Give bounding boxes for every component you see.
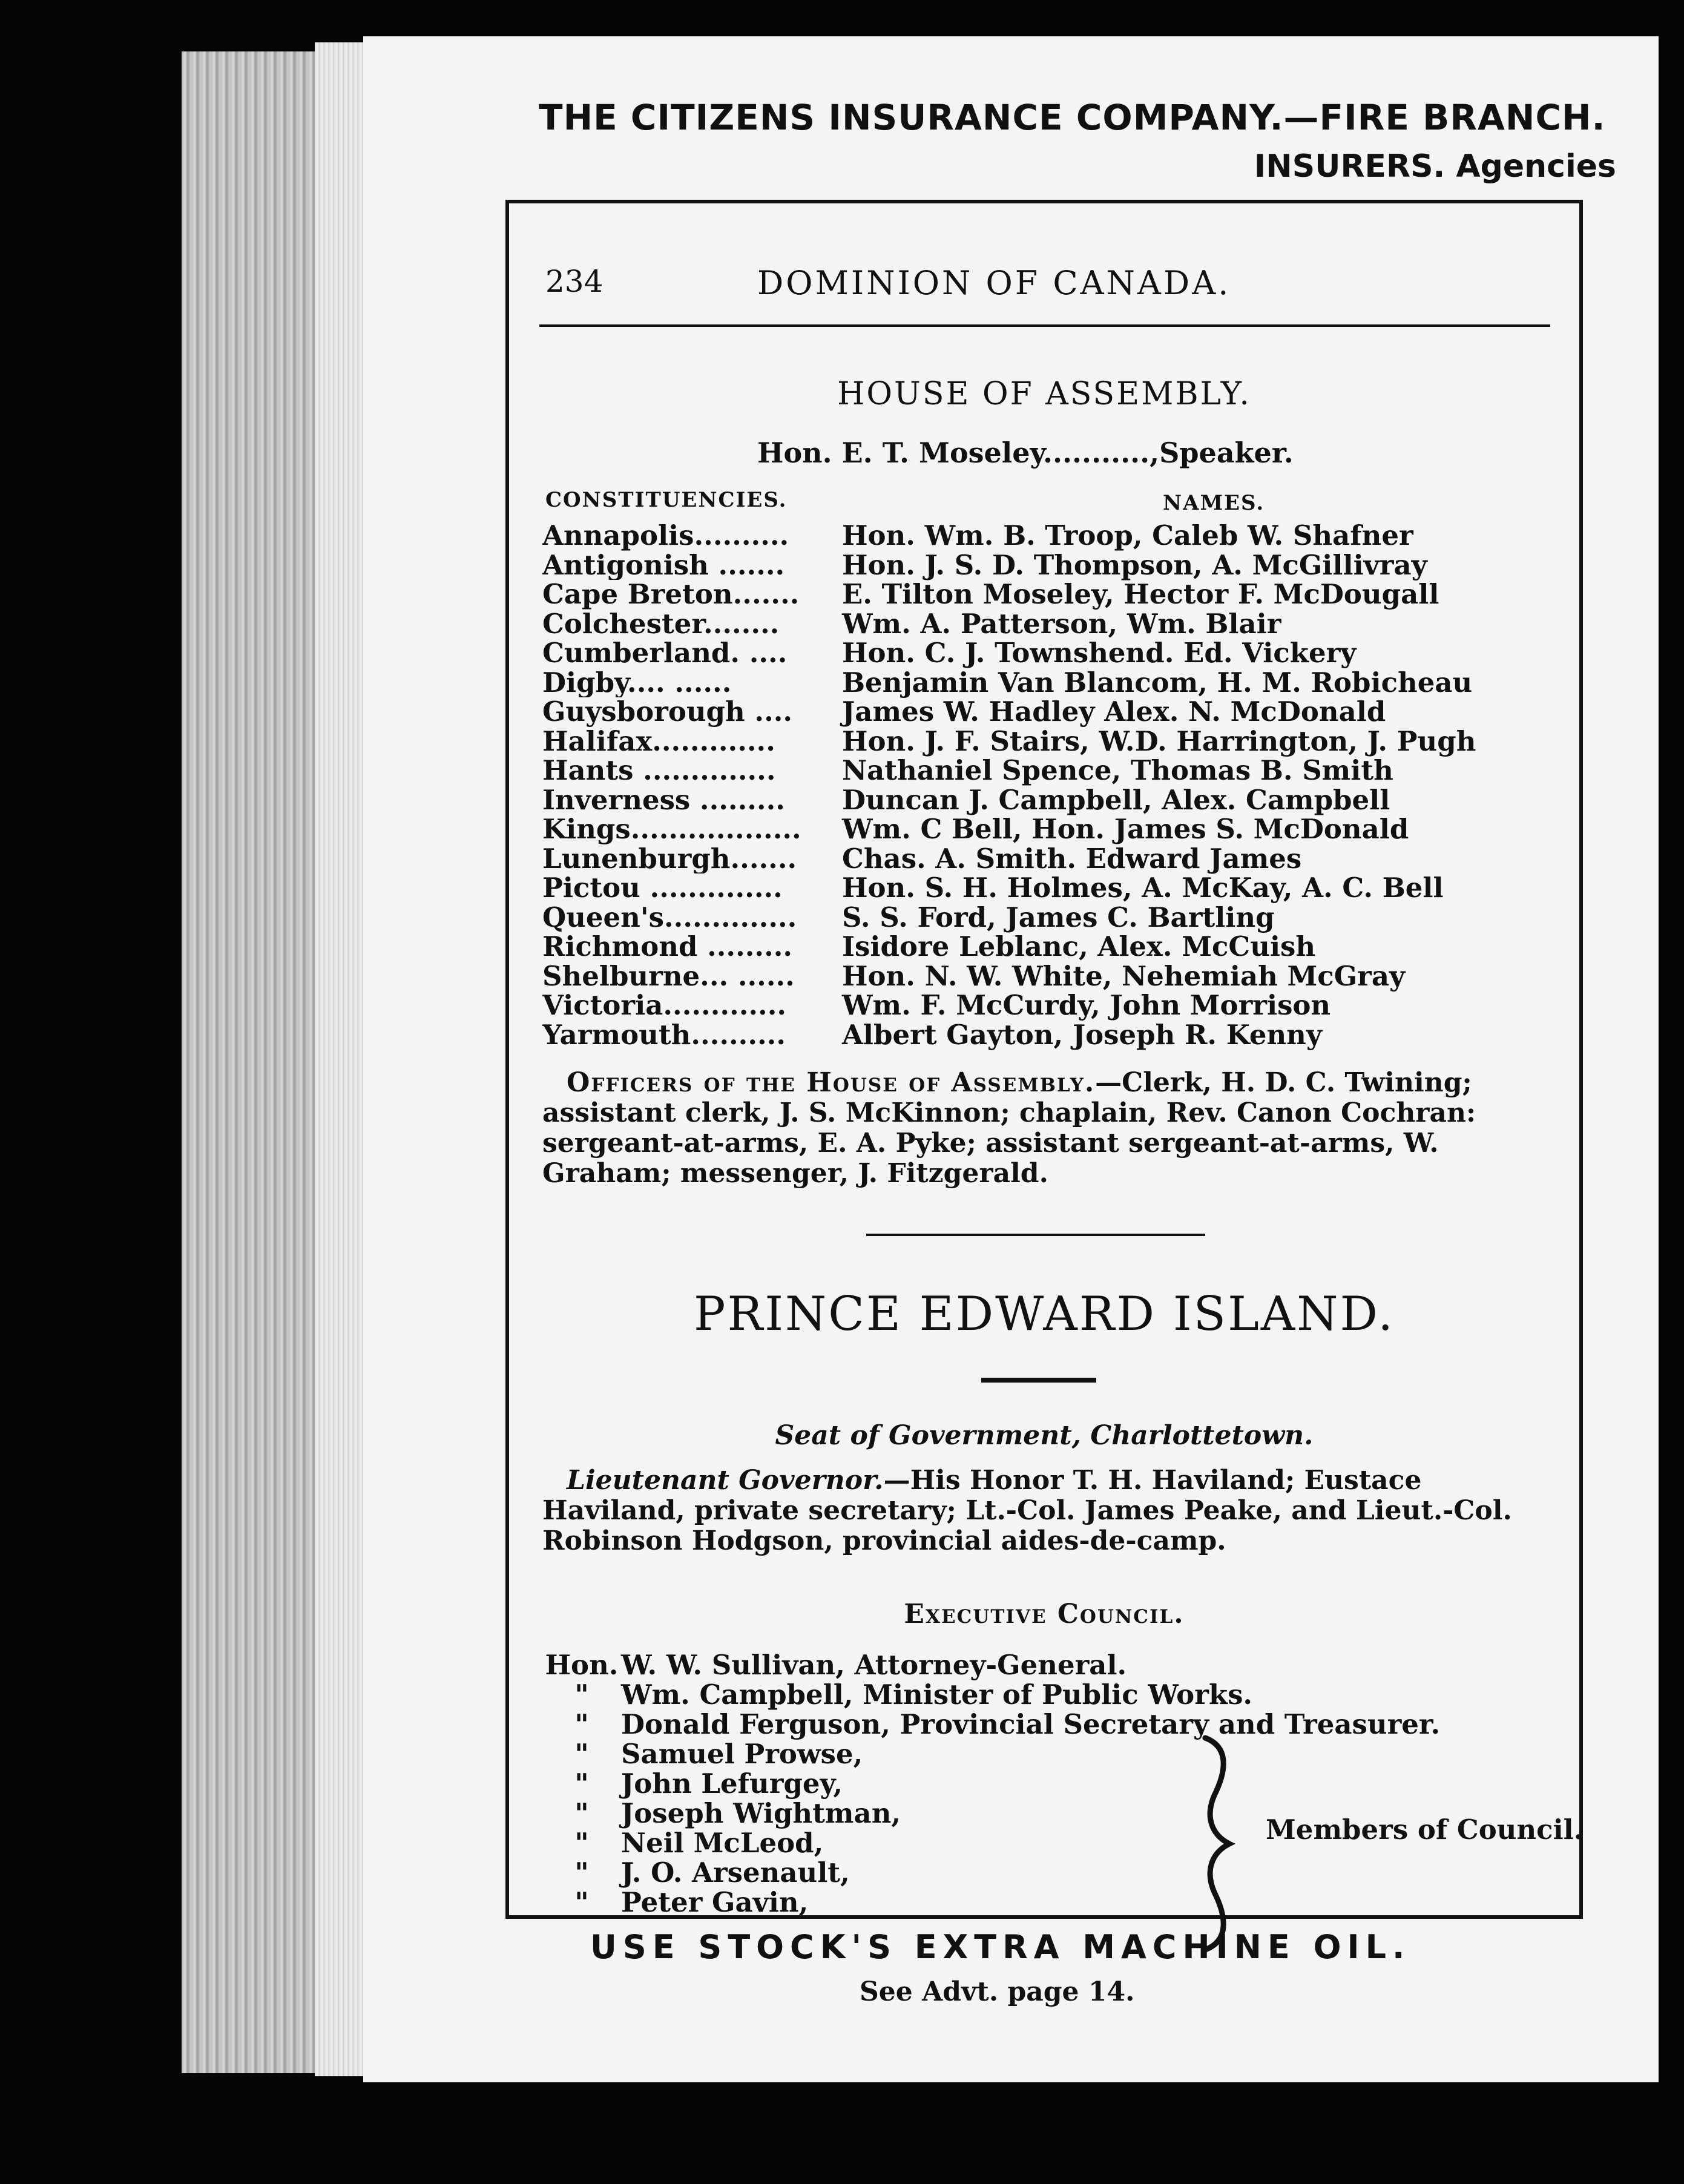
council-member-row [542,1709,1440,1739]
constituency-name: Halifax............. [542,726,775,756]
member-names: Hon. J. F. Stairs, W.D. Harrington, J. Pugh [842,725,1476,757]
book-page [363,36,1659,2082]
member-names: Albert Gayton, Joseph R. Kenny [842,1018,1323,1051]
council-member-name: John Lefurgey, [621,1768,843,1800]
executive-council-title: Executive Council. [904,1599,1185,1630]
advert-footer-reference: See Advt. page 14. [860,1976,1135,2007]
constituency-name: Hants .............. [542,756,776,786]
member-names: James W. Hadley Alex. N. McDonald [842,696,1386,728]
member-names: Wm. F. McCurdy, John Morrison [842,989,1331,1021]
constituency-name: Lunenburgh....... [542,844,797,873]
member-names: Hon. Wm. B. Troop, Caleb W. Shafner [842,519,1413,551]
council-member-row [542,1650,1440,1680]
running-title: DOMINION OF CANADA. [757,264,1231,302]
council-prefix: " [574,1886,589,1918]
member-names: S. S. Ford, James C. Bartling [842,901,1275,933]
book-spine-edge [182,51,327,2073]
roster-row [542,639,1571,668]
council-prefix: " [574,1708,589,1740]
member-names: Wm. C Bell, Hon. James S. McDonald [842,813,1409,845]
pei-title-rule [981,1378,1096,1383]
member-names: Hon. N. W. White, Nehemiah McGray [842,959,1406,992]
council-prefix: " [574,1797,589,1829]
constituency-name: Colchester........ [542,609,780,639]
constituency-name: Victoria............. [542,991,787,1021]
council-member-row [542,1680,1440,1709]
roster-row [542,668,1571,698]
roster-row [542,697,1571,727]
roster-row [542,756,1571,786]
council-prefix: " [574,1679,589,1711]
member-names: Duncan J. Campbell, Alex. Campbell [842,783,1390,816]
constituency-name: Cape Breton....... [542,580,800,610]
constituency-name: Guysborough .... [542,697,793,727]
roster-row [542,521,1571,551]
council-prefix: " [574,1768,589,1800]
member-names: E. Tilton Moseley, Hector F. McDougall [842,578,1439,610]
roster-row [542,815,1571,844]
officers-text: —Clerk, H. D. C. Twining; assistant clerk, J. S. McKinnon; chaplain, Rev. Canon Cochran: sergeant-at-arms, E. A. Pyke; assistant sergeant-at-arms, W. Graham; messenger, J. Fitzgerald. [542,1067,1476,1189]
lieutenant-governor-paragraph [542,1465,1565,1556]
council-member-name: Joseph Wightman, [621,1797,901,1829]
member-names: Hon. J. S. D. Thompson, A. McGillivray [842,548,1427,581]
pei-title: PRINCE EDWARD ISLAND. [693,1287,1395,1341]
constituency-name: Shelburne... ...... [542,961,795,991]
roster-row [542,548,1571,581]
council-prefix: " [574,1827,589,1859]
council-member-name: Samuel Prowse, [621,1738,863,1770]
constituency-name: Antigonish ....... [542,550,785,580]
council-member-name: J. O. Arsenault, [621,1857,850,1889]
members-of-council-label: Members of Council. [1266,1814,1584,1846]
roster-row [542,783,1571,816]
officers-heading: Officers of the House of Assembly. [567,1067,1096,1098]
advert-footer: USE STOCK'S EXTRA MACHINE OIL. [590,1928,1411,1966]
member-names: Chas. A. Smith. Edward James [842,842,1302,875]
council-member-row [542,1858,1440,1887]
roster-row [542,932,1571,962]
roster-row [542,991,1571,1021]
council-prefix: " [574,1738,589,1770]
constituency-name: Inverness ......... [542,785,785,815]
council-prefix: Hon. [545,1649,619,1681]
member-names: Nathaniel Spence, Thomas B. Smith [842,754,1393,786]
member-names: Benjamin Van Blancom, H. M. Robicheau [842,666,1473,699]
speaker-line: Hon. E. T. Moseley...........,Speaker. [757,436,1294,469]
member-names: Wm. A. Patterson, Wm. Blair [842,607,1281,640]
officers-paragraph [542,1068,1565,1189]
page-number: 234 [545,264,604,299]
advert-banner-subline: INSURERS. Agencies [1254,148,1616,185]
council-member-name: Wm. Campbell, Minister of Public Works. [621,1679,1253,1711]
advert-banner-top: THE CITIZENS INSURANCE COMPANY.—FIRE BRANCH. [539,97,1606,138]
council-member-row [542,1887,1440,1917]
roster-row [542,959,1571,992]
constituency-name: Annapolis.......... [542,521,789,551]
constituency-name: Pictou .............. [542,873,783,903]
roster-row [542,844,1571,874]
column-header-constituencies: CONSTITUENCIES. [545,488,788,512]
constituency-name: Queen's.............. [542,903,797,932]
roster-row [542,1018,1571,1051]
roster-row [542,873,1571,903]
roster-row [542,903,1571,933]
executive-council-list [542,1650,1440,1917]
council-member-name: Neil McLeod, [621,1827,824,1859]
council-member-name: W. W. Sullivan, Attorney-General. [621,1649,1127,1681]
council-member-row [542,1769,1440,1798]
assembly-title: HOUSE OF ASSEMBLY. [837,376,1251,412]
roster-row [542,727,1571,757]
section-divider [866,1234,1205,1236]
content-frame [505,200,1583,1919]
council-member-name: Peter Gavin, [621,1886,809,1918]
header-rule [539,324,1550,327]
constituency-name: Yarmouth.......... [542,1020,786,1050]
council-member-name: Donald Ferguson, Provincial Secretary and Treasurer. [621,1708,1441,1740]
constituency-name: Cumberland. .... [542,639,788,668]
constituency-name: Richmond ......... [542,932,793,962]
seat-of-government: Seat of Government, Charlottetown. [775,1420,1314,1451]
lieutenant-governor-text: —His Honor T. H. Haviland; Eustace Haviland, private secretary; Lt.-Col. James Peake, and Lieut.-Col. Robinson Hodgson, provincial aides-de-camp. [542,1465,1512,1556]
member-names: Hon. C. J. Townshend. Ed. Vickery [842,637,1357,669]
constituency-name: Kings.................. [542,815,801,844]
curly-brace-icon [1193,1735,1242,1953]
roster-row [542,607,1571,640]
roster-row [542,580,1571,610]
lieutenant-governor-label: Lieutenant Governor. [567,1465,884,1496]
column-header-names: NAMES. [1163,491,1265,515]
constituency-name: Digby.... ...... [542,668,732,697]
council-prefix: " [574,1857,589,1889]
council-member-row [542,1739,1440,1769]
member-names: Hon. S. H. Holmes, A. McKay, A. C. Bell [842,872,1444,904]
member-names: Isidore Leblanc, Alex. McCuish [842,930,1316,962]
constituency-roster [542,521,1571,1050]
